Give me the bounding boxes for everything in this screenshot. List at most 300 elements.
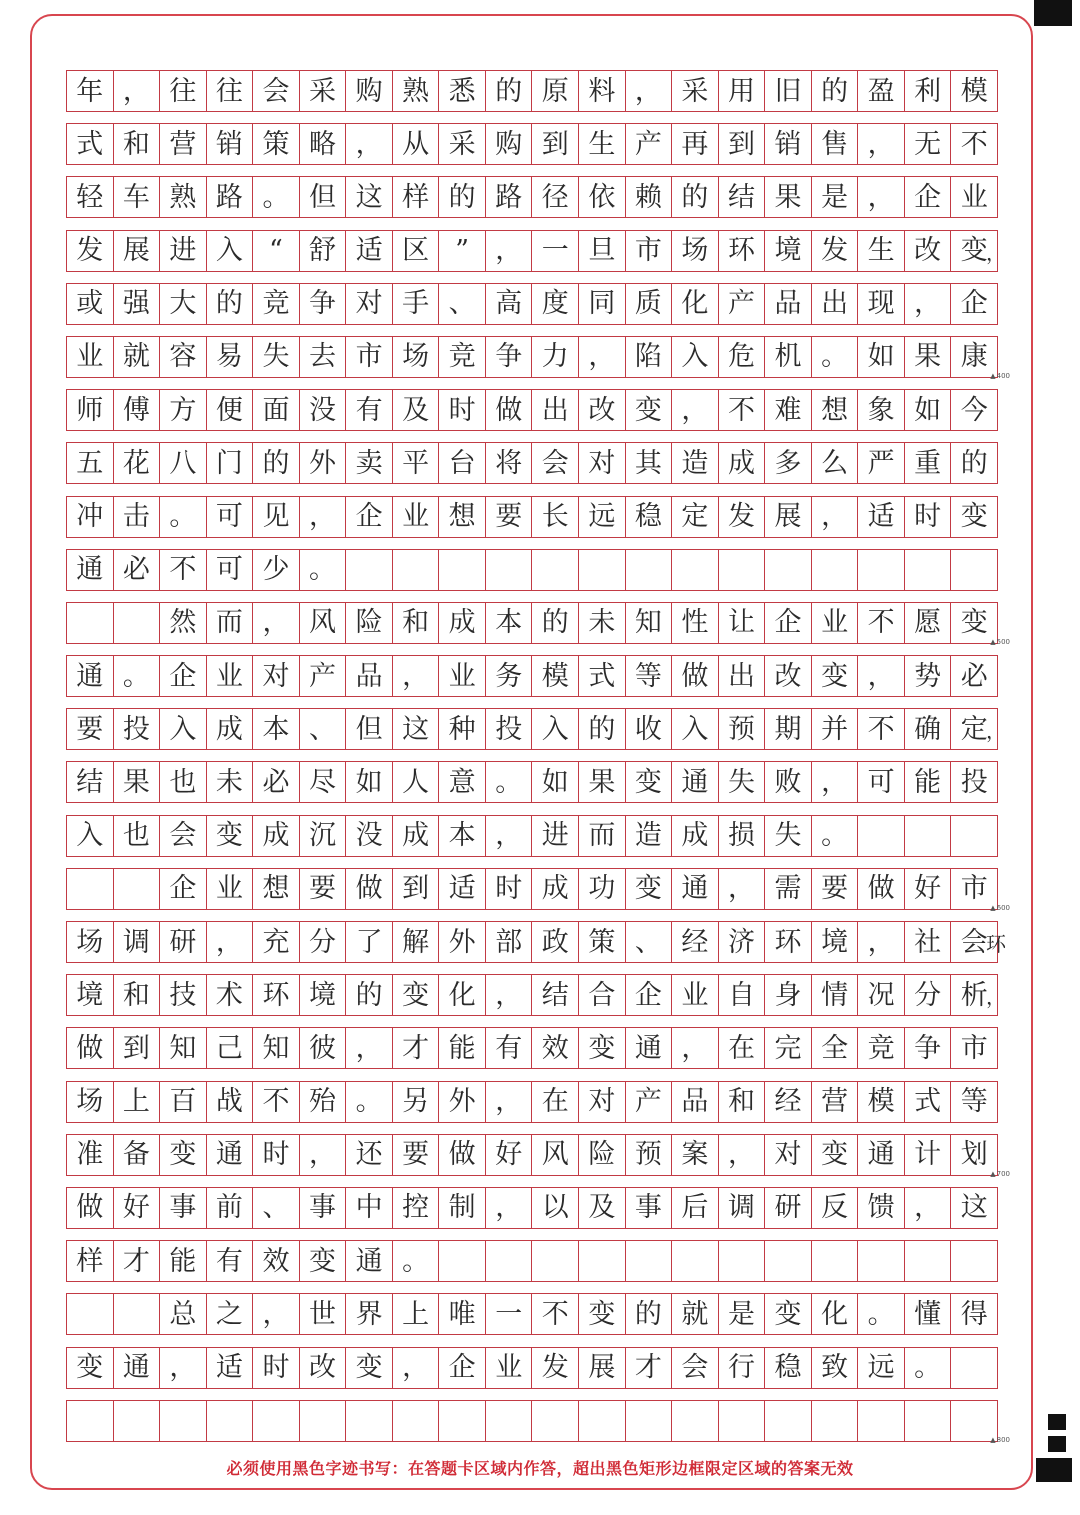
grid-cell: 及 — [393, 390, 440, 430]
grid-cell — [579, 1401, 626, 1441]
grid-cell: 本 — [253, 709, 300, 749]
grid-cell: 的 — [672, 177, 719, 217]
grid-cell: 变 — [579, 1294, 626, 1334]
grid-cell: “ — [253, 231, 300, 271]
grid-cell: 知 — [626, 603, 673, 643]
grid-cell: 一 — [532, 231, 579, 271]
grid-cell: 期 — [765, 709, 812, 749]
grid-cell: 做 — [67, 1028, 114, 1068]
grid-cell: 做 — [439, 1135, 486, 1175]
grid-cell: ， — [346, 124, 393, 164]
grid-row — [66, 602, 1010, 655]
grid-cells — [66, 442, 998, 484]
grid-cell: 以 — [532, 1188, 579, 1228]
grid-cell: 解 — [393, 922, 440, 962]
grid-cell: 好 — [486, 1135, 533, 1175]
grid-cell: 路 — [486, 177, 533, 217]
grid-cell: 业 — [207, 656, 254, 696]
grid-cell: 结 — [719, 177, 766, 217]
grid-cell: 的 — [346, 975, 393, 1015]
grid-cell: 模 — [858, 1082, 905, 1122]
grid-cell: 车 — [114, 177, 161, 217]
grid-cell: 和 — [114, 124, 161, 164]
grid-cell: 自 — [719, 975, 766, 1015]
grid-cell — [114, 603, 161, 643]
grid-cell: 对 — [346, 284, 393, 324]
grid-cell: 到 — [114, 1028, 161, 1068]
grid-cell: 不 — [532, 1294, 579, 1334]
grid-cell: 不 — [858, 603, 905, 643]
grid-cell: 展 — [114, 231, 161, 271]
grid-cell: 后 — [672, 1188, 719, 1228]
grid-cell: ， — [626, 71, 673, 111]
grid-cell: 企 — [951, 284, 998, 324]
grid-cells — [66, 1187, 998, 1229]
grid-cell: 少 — [253, 550, 300, 590]
grid-row — [66, 815, 998, 868]
grid-cell: 会 — [253, 71, 300, 111]
word-count-marker: ▲ 700 — [990, 1170, 1010, 1178]
grid-cell: 适 — [858, 497, 905, 537]
grid-cell: 适 — [207, 1348, 254, 1388]
grid-cell: 往 — [207, 71, 254, 111]
grid-cell: 见 — [253, 497, 300, 537]
overflow-char: ， — [986, 985, 1006, 1010]
grid-cell — [858, 1401, 905, 1441]
grid-cell: 也 — [114, 816, 161, 856]
grid-cell: 险 — [579, 1135, 626, 1175]
grid-cell — [812, 1241, 859, 1281]
grid-cell: 计 — [905, 1135, 952, 1175]
grid-cell — [393, 1401, 440, 1441]
grid-cell: 本 — [439, 816, 486, 856]
grid-cell — [905, 816, 952, 856]
grid-row — [66, 761, 998, 814]
grid-cell: 略 — [300, 124, 347, 164]
grid-cell: 在 — [719, 1028, 766, 1068]
grid-cell: 才 — [393, 1028, 440, 1068]
grid-cell: 风 — [532, 1135, 579, 1175]
grid-cell — [812, 550, 859, 590]
grid-cell: 争 — [300, 284, 347, 324]
grid-cell — [439, 1401, 486, 1441]
grid-cell: 充 — [253, 922, 300, 962]
grid-cell: 采 — [300, 71, 347, 111]
grid-cell: 通 — [626, 1028, 673, 1068]
grid-cell: 但 — [300, 177, 347, 217]
grid-cell: 业 — [207, 869, 254, 909]
grid-cell: 将 — [486, 443, 533, 483]
grid-cell: 出 — [719, 656, 766, 696]
grid-cell: 战 — [207, 1082, 254, 1122]
grid-cell: 变 — [812, 656, 859, 696]
grid-cell — [719, 550, 766, 590]
grid-cell: 企 — [905, 177, 952, 217]
grid-cell: 傅 — [114, 390, 161, 430]
grid-cell: 、 — [626, 922, 673, 962]
grid-row — [66, 1027, 998, 1080]
grid-cells — [66, 1027, 998, 1069]
grid-cell: 市 — [951, 1028, 998, 1068]
grid-cell: 技 — [160, 975, 207, 1015]
grid-cell — [532, 550, 579, 590]
grid-cell: 部 — [486, 922, 533, 962]
grid-cell: 想 — [253, 869, 300, 909]
grid-cell: 从 — [393, 124, 440, 164]
grid-cell — [951, 550, 998, 590]
grid-cells — [66, 496, 998, 538]
grid-cell: 政 — [532, 922, 579, 962]
grid-cell — [951, 1348, 998, 1388]
grid-cell: 时 — [253, 1135, 300, 1175]
grid-cell: ， — [160, 1348, 207, 1388]
grid-cell: ” — [439, 231, 486, 271]
grid-cell: 同 — [579, 284, 626, 324]
grid-cell: 。 — [905, 1348, 952, 1388]
grid-cell: 用 — [719, 71, 766, 111]
grid-cell: 变 — [67, 1348, 114, 1388]
grid-cell: 改 — [765, 656, 812, 696]
grid-cell: 和 — [719, 1082, 766, 1122]
grid-cell: 世 — [300, 1294, 347, 1334]
grid-cell: 成 — [439, 603, 486, 643]
grid-cell: 想 — [439, 497, 486, 537]
grid-cell: 上 — [393, 1294, 440, 1334]
grid-cell: 平 — [393, 443, 440, 483]
grid-cells — [66, 123, 998, 165]
grid-cell: 做 — [67, 1188, 114, 1228]
grid-cell: 。 — [858, 1294, 905, 1334]
grid-cell: 业 — [951, 177, 998, 217]
grid-cell — [532, 1241, 579, 1281]
grid-cell — [67, 869, 114, 909]
grid-cell: 市 — [951, 869, 998, 909]
grid-cell: 效 — [253, 1241, 300, 1281]
grid-cell: 长 — [532, 497, 579, 537]
grid-cell: 结 — [67, 762, 114, 802]
grid-cell: ， — [672, 390, 719, 430]
grid-row — [66, 1240, 998, 1293]
grid-cell — [858, 1241, 905, 1281]
grid-cell — [812, 1401, 859, 1441]
grid-cell: ， — [393, 1348, 440, 1388]
grid-cell: 场 — [67, 1082, 114, 1122]
grid-cell: 不 — [858, 709, 905, 749]
grid-cell — [393, 550, 440, 590]
grid-cell: 沉 — [300, 816, 347, 856]
grid-cell: 变 — [160, 1135, 207, 1175]
alignment-mark-top-right — [1034, 0, 1072, 26]
grid-cell: 销 — [765, 124, 812, 164]
grid-cell: 。 — [300, 550, 347, 590]
grid-cell: 会 — [672, 1348, 719, 1388]
grid-cell: 损 — [719, 816, 766, 856]
grid-cell: 区 — [393, 231, 440, 271]
grid-cells — [66, 815, 998, 857]
grid-cell: 式 — [579, 656, 626, 696]
grid-cell: 改 — [905, 231, 952, 271]
grid-cell: 稳 — [765, 1348, 812, 1388]
grid-cell: 入 — [67, 816, 114, 856]
grid-cell: 去 — [300, 337, 347, 377]
grid-cell: 远 — [579, 497, 626, 537]
grid-cell: 售 — [812, 124, 859, 164]
grid-cell: 。 — [160, 497, 207, 537]
grid-cells — [66, 1081, 998, 1123]
grid-cell: 事 — [160, 1188, 207, 1228]
grid-cell: ， — [858, 922, 905, 962]
grid-cell — [114, 1294, 161, 1334]
grid-cell: 手 — [393, 284, 440, 324]
footer-instruction: 必须使用黑色字迹书写：在答题卡区域内作答，超出黑色矩形边框限定区域的答案无效 — [226, 1459, 854, 1478]
grid-row — [66, 1134, 1010, 1187]
grid-cell: 时 — [253, 1348, 300, 1388]
grid-cell: 。 — [812, 337, 859, 377]
grid-cells — [66, 336, 998, 378]
grid-cell: 产 — [626, 1082, 673, 1122]
grid-cell: 进 — [532, 816, 579, 856]
grid-cell: 产 — [300, 656, 347, 696]
grid-cell — [672, 1241, 719, 1281]
grid-cell: 。 — [486, 762, 533, 802]
grid-cell: 的 — [532, 603, 579, 643]
grid-cell: 准 — [67, 1135, 114, 1175]
grid-cells — [66, 708, 1006, 750]
grid-cell: 彼 — [300, 1028, 347, 1068]
grid-cell: 知 — [160, 1028, 207, 1068]
grid-cell: 企 — [346, 497, 393, 537]
grid-cell: ， — [253, 603, 300, 643]
grid-cells — [66, 176, 998, 218]
grid-cell: 成 — [672, 816, 719, 856]
grid-cell: 变 — [300, 1241, 347, 1281]
grid-cell — [765, 1401, 812, 1441]
grid-cell: 场 — [67, 922, 114, 962]
grid-cell: 高 — [486, 284, 533, 324]
grid-cell: 了 — [346, 922, 393, 962]
grid-cell: 境 — [67, 975, 114, 1015]
grid-cell: 才 — [626, 1348, 673, 1388]
grid-cell — [532, 1401, 579, 1441]
grid-cell: 险 — [346, 603, 393, 643]
grid-cell: 社 — [905, 922, 952, 962]
grid-cell: 企 — [439, 1348, 486, 1388]
grid-cell: 预 — [626, 1135, 673, 1175]
grid-cell: 击 — [114, 497, 161, 537]
grid-cell: 要 — [486, 497, 533, 537]
grid-cell: 这 — [393, 709, 440, 749]
grid-cells — [66, 1347, 998, 1389]
grid-cell: 完 — [765, 1028, 812, 1068]
grid-cell: 要 — [67, 709, 114, 749]
grid-cell: 要 — [393, 1135, 440, 1175]
grid-cell: 发 — [67, 231, 114, 271]
grid-cell: 会 — [532, 443, 579, 483]
grid-cell: 竞 — [858, 1028, 905, 1068]
grid-cell: 业 — [439, 656, 486, 696]
grid-cell: 通 — [672, 762, 719, 802]
grid-cell: 易 — [207, 337, 254, 377]
grid-row — [66, 442, 998, 495]
grid-cell: ， — [858, 656, 905, 696]
grid-cell: 企 — [160, 869, 207, 909]
grid-cell: 做 — [346, 869, 393, 909]
grid-cell: 业 — [812, 603, 859, 643]
grid-cell: 经 — [765, 1082, 812, 1122]
grid-cell: 如 — [346, 762, 393, 802]
grid-cell: 径 — [532, 177, 579, 217]
grid-cell: 的 — [439, 177, 486, 217]
grid-cell: 如 — [532, 762, 579, 802]
grid-cell: 冲 — [67, 497, 114, 537]
grid-cell: 采 — [439, 124, 486, 164]
grid-cell: ， — [858, 124, 905, 164]
grid-cell: 分 — [300, 922, 347, 962]
grid-cell: 必 — [253, 762, 300, 802]
grid-cell: 有 — [207, 1241, 254, 1281]
grid-cell: ， — [905, 284, 952, 324]
grid-cell: ， — [207, 922, 254, 962]
grid-cell: 在 — [532, 1082, 579, 1122]
grid-cell: 不 — [719, 390, 766, 430]
grid-cell: 的 — [626, 1294, 673, 1334]
grid-cell — [905, 1241, 952, 1281]
grid-cell: 造 — [626, 816, 673, 856]
grid-cell: 市 — [626, 231, 673, 271]
grid-cell: ， — [905, 1188, 952, 1228]
grid-cell: 效 — [532, 1028, 579, 1068]
grid-cell — [160, 1401, 207, 1441]
grid-cell: 败 — [765, 762, 812, 802]
grid-cell: ， — [812, 762, 859, 802]
grid-row — [66, 176, 998, 229]
grid-cell: 术 — [207, 975, 254, 1015]
grid-cell: 变 — [951, 497, 998, 537]
grid-cell: 竞 — [439, 337, 486, 377]
grid-cell: 卖 — [346, 443, 393, 483]
grid-cell: 化 — [812, 1294, 859, 1334]
grid-cell: 赖 — [626, 177, 673, 217]
grid-cell: 争 — [486, 337, 533, 377]
grid-cell: 会 — [160, 816, 207, 856]
grid-cell: 未 — [579, 603, 626, 643]
grid-cell: 品 — [672, 1082, 719, 1122]
grid-cell: 的 — [951, 443, 998, 483]
grid-cell: 如 — [858, 337, 905, 377]
grid-cell: 路 — [207, 177, 254, 217]
grid-cell: 入 — [160, 709, 207, 749]
grid-cell: 力 — [532, 337, 579, 377]
grid-cell: 可 — [207, 497, 254, 537]
grid-row — [66, 1293, 998, 1346]
grid-cell: 轻 — [67, 177, 114, 217]
word-count-marker: ▲ 500 — [990, 638, 1010, 646]
grid-cell: 失 — [719, 762, 766, 802]
grid-cell: 时 — [486, 869, 533, 909]
grid-cells — [66, 602, 998, 644]
grid-cell: 失 — [253, 337, 300, 377]
grid-cell: 之 — [207, 1294, 254, 1334]
grid-cell: 入 — [672, 709, 719, 749]
grid-cell: 况 — [858, 975, 905, 1015]
overflow-char: ， — [986, 719, 1006, 744]
grid-cell: 。 — [812, 816, 859, 856]
grid-cell: 依 — [579, 177, 626, 217]
grid-cell — [765, 1241, 812, 1281]
grid-cell: 样 — [393, 177, 440, 217]
grid-cell: ， — [300, 1135, 347, 1175]
grid-cell: 界 — [346, 1294, 393, 1334]
grid-cell: 远 — [858, 1348, 905, 1388]
grid-cell: 前 — [207, 1188, 254, 1228]
grid-cell — [905, 1401, 952, 1441]
grid-row — [66, 123, 998, 176]
word-count-marker: ▲ 600 — [990, 904, 1010, 912]
grid-cell: 愿 — [905, 603, 952, 643]
grid-cells — [66, 1240, 998, 1282]
grid-cell: 业 — [672, 975, 719, 1015]
grid-cell: ， — [719, 869, 766, 909]
grid-cell: 年 — [67, 71, 114, 111]
grid-cell: 无 — [905, 124, 952, 164]
grid-cell: 出 — [812, 284, 859, 324]
grid-cell: 研 — [765, 1188, 812, 1228]
grid-cell: 门 — [207, 443, 254, 483]
grid-cells — [66, 1400, 998, 1442]
grid-cell: 对 — [579, 1082, 626, 1122]
grid-cell — [346, 550, 393, 590]
grid-cell: 种 — [439, 709, 486, 749]
grid-cell: ， — [486, 231, 533, 271]
grid-cell: 变 — [951, 603, 998, 643]
grid-cell: 如 — [905, 390, 952, 430]
grid-cell: 展 — [579, 1348, 626, 1388]
grid-cell — [253, 1401, 300, 1441]
grid-cell: 再 — [672, 124, 719, 164]
grid-cell: 等 — [626, 656, 673, 696]
grid-row — [66, 283, 998, 336]
grid-cell: 变 — [626, 762, 673, 802]
grid-cell: 对 — [253, 656, 300, 696]
grid-cell: 制 — [439, 1188, 486, 1228]
grid-cell: 必 — [114, 550, 161, 590]
grid-cell: 销 — [207, 124, 254, 164]
grid-cells — [66, 283, 998, 325]
grid-cell: 情 — [812, 975, 859, 1015]
grid-cell: 化 — [439, 975, 486, 1015]
grid-cell: 事 — [300, 1188, 347, 1228]
grid-cell: 的 — [486, 71, 533, 111]
grid-row — [66, 868, 1010, 921]
grid-cell: 总 — [160, 1294, 207, 1334]
grid-cell — [905, 550, 952, 590]
grid-cell: 让 — [719, 603, 766, 643]
grid-cell: 研 — [160, 922, 207, 962]
grid-cell: 陷 — [626, 337, 673, 377]
grid-cell: 未 — [207, 762, 254, 802]
grid-cell: 意 — [439, 762, 486, 802]
grid-cell: 生 — [579, 124, 626, 164]
grid-row — [66, 496, 998, 549]
grid-cell: 品 — [346, 656, 393, 696]
grid-cell: 好 — [905, 869, 952, 909]
grid-cell: 案 — [672, 1135, 719, 1175]
grid-cell: 需 — [765, 869, 812, 909]
grid-cell: 旧 — [765, 71, 812, 111]
grid-cell: 风 — [300, 603, 347, 643]
grid-cell — [114, 869, 161, 909]
grid-cell: 业 — [67, 337, 114, 377]
